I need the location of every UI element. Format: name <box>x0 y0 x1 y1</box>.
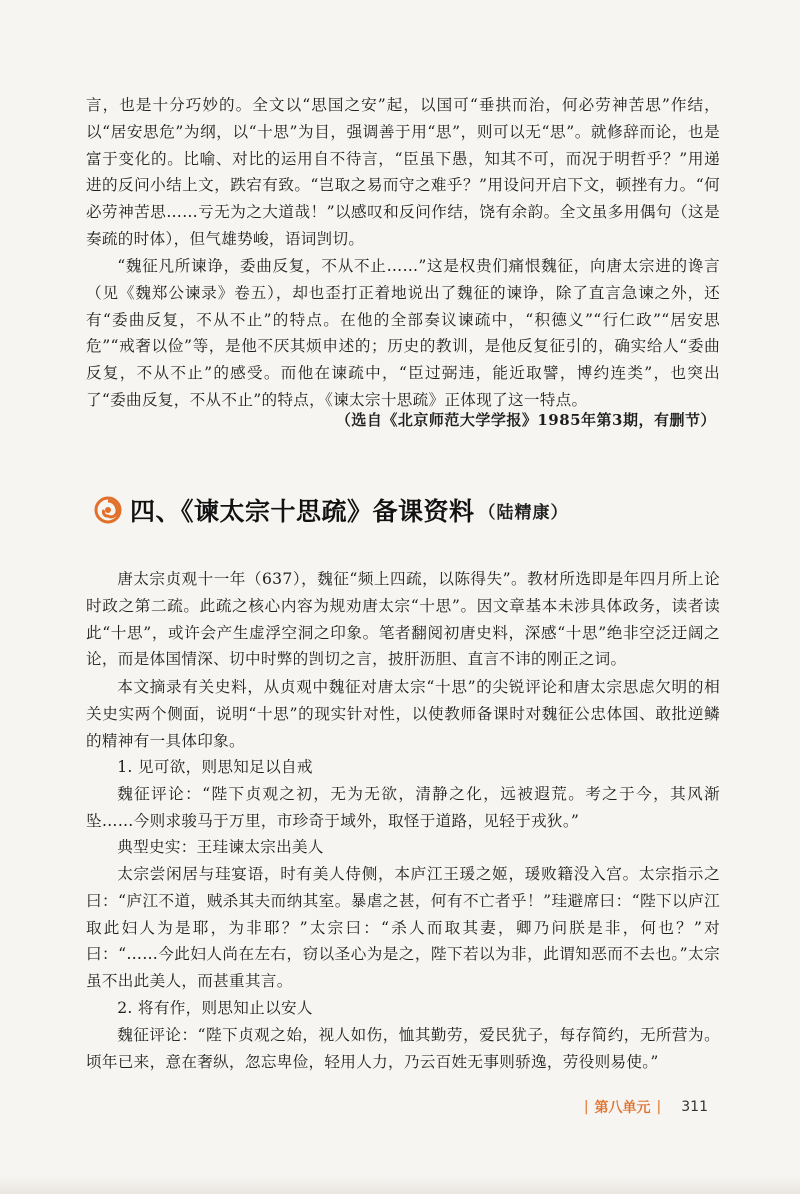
paragraph-top-1: 言，也是十分巧妙的。全文以“思国之安”起，以国可“垂拱而治，何必劳神苦思”作结，以“居安思危”为纲，以“十思”为目，强调善于用“思”，则可以无“思”。就修辞而论，也是富于变化的。比喻、对比的运用自不待言，“臣虽下愚，知其不可，而况于明哲乎？”用递进的反问小结上文，跌宕有致。“岂取之易而守之难乎？”用设问开启下文，顿挫有力。“何必劳神苦思……亏无为之大道哉！”以感叹和反问作结，饶有余韵。全文虽多用偶句（这是奏疏的时体），但气雄势峻，语词剀切。 <box>86 96 720 248</box>
paragraph-comment-1: 魏征评论：“陛下贞观之初，无为无欲，清静之化，远被遐荒。考之于今，其风渐坠……今则求骏马于万里，市珍奇于域外，取怪于道路，见轻于戎狄。” <box>86 785 720 830</box>
page-bottom-edge <box>0 1176 800 1194</box>
subheading-2: 2. 将有作，则思知止以安人 <box>117 999 313 1017</box>
paragraph-intro-2: 本文摘录有关史料，从贞观中魏征对唐太宗“十思”的尖锐评论和唐太宗思虑欠明的相关史实两个侧面，说明“十思”的现实针对性，以使教师备课时对魏征公忠体国、敢批逆鳞的精神有一具体印象。 <box>86 678 720 750</box>
section-author: （陆精康） <box>478 502 569 523</box>
section-heading <box>94 490 569 530</box>
paragraph-example-label: 典型史实：王珪谏太宗出美人 <box>117 838 324 856</box>
paragraph-intro-1: 唐太宗贞观十一年（637），魏征“频上四疏，以陈得失”。教材所选即是年四月所上论时政之第二疏。此疏之核心内容为规劝唐太宗“十思”。因文章基本未涉具体政务，读者读此“十思”，或许会产生虚浮空洞之印象。笔者翻阅初唐史料，深感“十思”绝非空泛迂阔之论，而是体国情深、切中时弊的剀切之言，披肝沥胆、直言不讳的刚正之词。 <box>86 570 720 669</box>
footer-unit-label: 第八单元 <box>594 1100 651 1116</box>
page-number: 311 <box>681 1099 708 1115</box>
footer-divider-right: | <box>656 1099 662 1115</box>
paragraph-comment-2: 魏征评论：“陛下贞观之始，视人如伤，恤其勤劳，爱民犹子，每存简约，无所营为。顷年已来，意在奢纵，忽忘卑俭，轻用人力，乃云百姓无事则骄逸，劳役则易使。” <box>86 1026 720 1071</box>
source-note: （选自《北京师范大学学报》1985年第3期，有删节） <box>335 411 716 429</box>
page-footer <box>578 1097 708 1117</box>
swirl-icon <box>94 496 122 524</box>
section-title: 四、《谏太宗十思疏》备课资料 <box>130 497 475 526</box>
subheading-1: 1. 见可欲，则思知足以自戒 <box>117 758 313 776</box>
paragraph-top-2: “魏征凡所谏诤，委曲反复，不从不止……”这是权贵们痛恨魏征，向唐太宗进的谗言（见《魏郑公谏录》卷五），却也歪打正着地说出了魏征的谏诤，除了直言急谏之外，还有“委曲反复，不从不止”的特点。在他的全部奏议谏疏中，“积德义”“行仁政”“居安思危”“戒奢以俭”等，是他不厌其烦申述的；历史的教训，是他反复征引的，确实给人“委曲反复，不从不止”的感受。而他在谏疏中，“臣过弼违，能近取譬，博约连类”，也突出了“委曲反复，不从不止”的特点，《谏太宗十思疏》正体现了这一特点。 <box>86 257 720 409</box>
footer-divider-left: | <box>583 1099 589 1115</box>
paragraph-example-story: 太宗尝闲居与珪宴语，时有美人侍侧，本庐江王瑗之姬，瑗败籍没入宫。太宗指示之曰：“庐江不道，贼杀其夫而纳其室。暴虐之甚，何有不亡者乎！”珪避席曰：“陛下以庐江取此妇人为是耶，为非耶？”太宗曰：“杀人而取其妻，卿乃问朕是非，何也？”对曰：“……今此妇人尚在左右，窃以圣心为是之，陛下若以为非，此谓知恶而不去也。”太宗虽不出此美人，而甚重其言。 <box>86 865 720 991</box>
